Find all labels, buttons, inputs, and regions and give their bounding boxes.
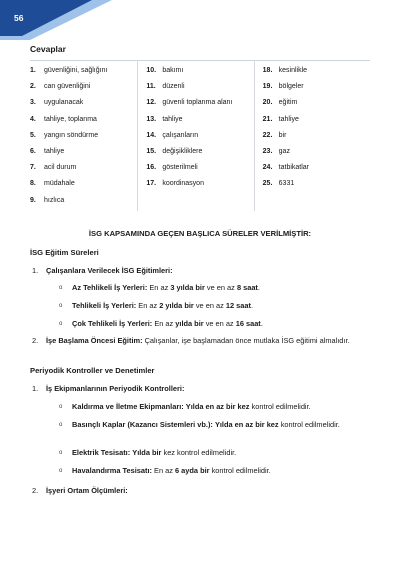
answers-column-3 [254,61,370,211]
section-title-inspections: Periyodik Kontroller ve Denetimler [30,366,155,375]
section-title-training: İSG Eğitim Süreleri [30,248,99,257]
document-heading: İSG KAPSAMINDA GEÇEN BAŞLICA SÜRELER VERİLMİŞTİR: [88,229,312,238]
list-item: 2. İşyeri Ortam Ölçümleri: [32,486,128,495]
answer-item: 4. tahliye, toplanma [30,115,97,123]
answer-item: 9. hızlıca [30,196,65,204]
answer-item: 22. bir [262,131,287,139]
list-item: 1. Çalışanlara Verilecek İSG Eğitimleri: [32,266,173,275]
sub-list-item: o Basınçlı Kaplar (Kazancı Sistemleri vb.): Yılda en az bir kez kontrol edilmelidir. [59,420,340,429]
answer-item: 18. kesinlikle [262,67,308,74]
list-item: 1. İş Ekipmanlarının Periyodik Kontrolleri: [32,384,185,393]
page-number: 56 [14,13,24,23]
answer-item: 21. tahliye [262,115,299,123]
answer-item: 1. güvenliğini, sağlığını [30,67,108,74]
answer-item: 20. eğitim [262,99,298,107]
sub-list-item: o Elektrik Tesisatı: Yılda bir kez kontrol edilmelidir. [59,448,237,457]
answer-item: 25. 6331 [262,180,295,188]
answers-column-1 [30,61,137,211]
answer-item: 6. tahliye [30,147,65,155]
sub-list-item: o Tehlikeli İş Yerleri: En az 2 yılda bir ve en az 12 saat. [59,301,253,310]
answer-item: 11. düzenli [146,83,185,91]
answer-item: 15. değişikliklere [146,147,203,155]
answers-column-2 [137,61,253,211]
answer-item: 3. uygulanacak [30,99,84,107]
sub-list-item: o Az Tehlikeli İş Yerleri: En az 3 yılda bir ve en az 8 saat. [59,283,260,292]
answer-item: 7. acil durum [30,164,77,172]
answer-item: 24. tatbikatlar [262,164,310,172]
answer-item: 5. yangın söndürme [30,131,99,139]
answer-item: 13. tahliye [146,115,183,123]
answer-item: 17. koordinasyon [146,180,204,188]
answer-item: 12. güvenli toplanma alanı [146,99,233,107]
answer-item: 8. müdahale [30,180,75,188]
answer-item: 10. bakımı [146,67,184,74]
sub-list-item: o Kaldırma ve İletme Ekipmanları: Yılda en az bir kez kontrol edilmelidir. [59,402,311,411]
answer-item: 19. bölgeler [262,83,304,91]
answers-title: Cevaplar [30,44,66,54]
answer-item: 14. çalışanların [146,131,199,139]
answer-item: 2. can güvenliğini [30,83,91,91]
answer-item: 16. gösterilmeli [146,164,198,172]
answers-table [30,60,370,211]
sub-list-item: o Havalandırma Tesisatı: En az 6 ayda bir kontrol edilmelidir. [59,466,271,475]
answer-item: 23. gaz [262,147,290,155]
list-item: 2. İşe Başlama Öncesi Eğitim: Çalışanlar, işe başlamadan önce mutlaka İSG eğitimi almalıdır. [32,336,350,345]
sub-list-item: o Çok Tehlikeli İş Yerleri: En az yılda bir ve en az 16 saat. [59,319,263,328]
